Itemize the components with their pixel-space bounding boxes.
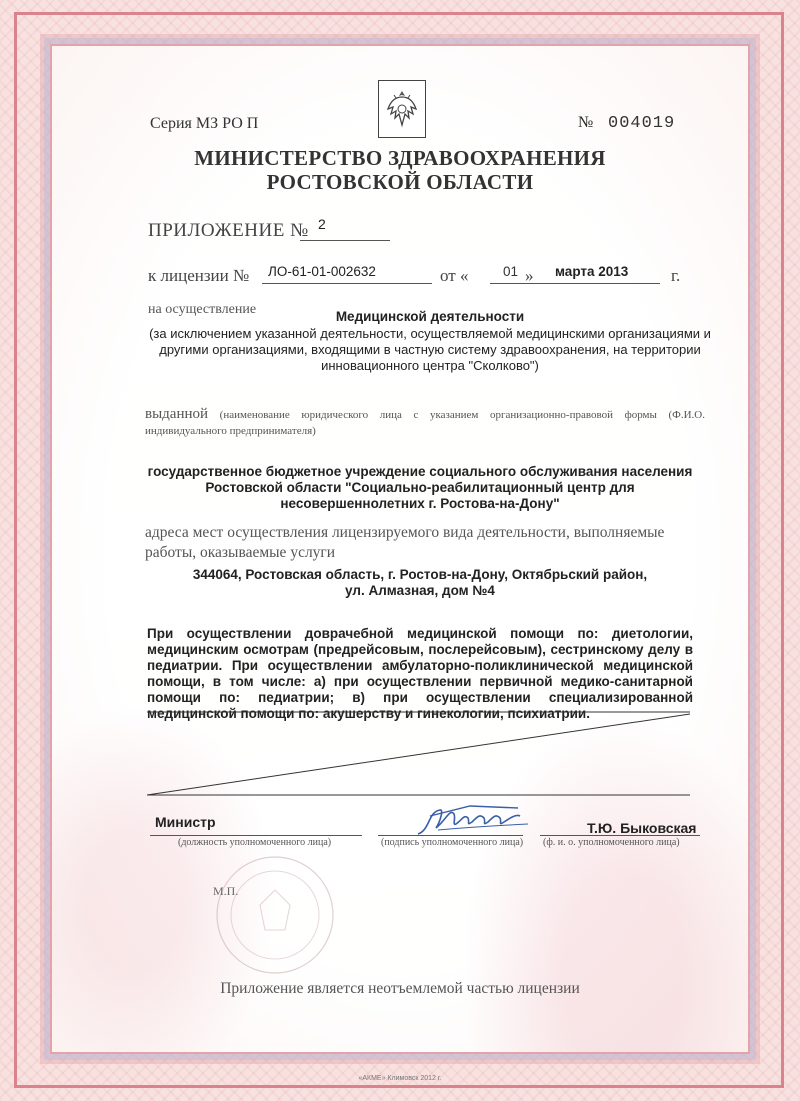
appendix-label: ПРИЛОЖЕНИЕ №: [148, 220, 309, 241]
position-line: [150, 835, 362, 836]
license-year-suffix: г.: [671, 266, 681, 285]
position-caption: (должность уполномоченного лица): [178, 837, 332, 848]
name-caption: (ф. и. о. уполномоченного лица): [543, 837, 680, 848]
signer-name: Т.Ю. Быковская: [587, 820, 697, 836]
form-number: 004019: [608, 114, 676, 133]
address-line1: 344064, Ростовская область, г. Ростов-на-Дону, Октябрьский район,: [192, 567, 648, 582]
signature-line: [378, 835, 523, 836]
address-label: адреса мест осуществления лицензируемого вида деятельности, выполняемые работы, оказываемые услуги: [145, 524, 665, 561]
signer-position: Министр: [155, 814, 216, 830]
license-month-year: марта 2013: [555, 264, 629, 279]
license-label: к лицензии №: [148, 266, 250, 285]
issued-label: выданной: [145, 406, 209, 422]
license-day-close: »: [525, 266, 534, 285]
address-line2: ул. Алмазная, дом №4: [345, 583, 495, 598]
ministry-title-line2: РОСТОВСКОЙ ОБЛАСТИ: [266, 170, 534, 194]
appendix-number: 2: [318, 216, 326, 232]
number-label: №: [578, 114, 594, 131]
ministry-title-line1: МИНИСТЕРСТВО ЗДРАВООХРАНЕНИЯ: [194, 146, 606, 170]
organization-name: государственное бюджетное учреждение социального обслуживания населения Ростовской области "Социально-реабилитационный центр для несовершеннолетних г. Ростова-на-Дону": [147, 464, 693, 511]
license-day: 01: [503, 264, 519, 279]
activity-label: на осуществление: [148, 302, 257, 317]
issued-hint: (наименование юридического лица с указанием организационно-правовой формы (Ф.И.О. индивидуального предпринимателя): [145, 409, 706, 437]
name-line: [540, 835, 700, 836]
print-note: «АКМЕ» Климовск 2012 г.: [358, 1075, 442, 1082]
signature-caption: (подпись уполномоченного лица): [381, 837, 524, 848]
stamp-label: М.П.: [213, 884, 239, 898]
license-number: ЛО-61-01-002632: [268, 264, 376, 279]
official-stamp: [200, 850, 350, 980]
series-label: Серия МЗ РО П: [150, 115, 259, 132]
activity-description: (за исключением указанной деятельности, осуществляемой медицинскими организациями и другими организациями, входящими в частную систему здравоохранения, на территории инновационного центра "Сколково"): [149, 326, 711, 373]
footer-note: Приложение является неотъемлемой частью лицензии: [220, 980, 580, 997]
activity-title: Медицинской деятельности: [335, 309, 525, 324]
services-text: При осуществлении доврачебной медицинской помощи по: диетологии, медицинским осмотрам (предрейсовым, послерейсовым), сестринскому делу в педиатрии. При осуществлении амбулаторно-поликлинической медицинской помощи, в том числе: а) при осуществлении первичной медико-санитарной помощи по: педиатрии; в) при осуществлении специализированной медицинской помощи по: акушерству и гинекологии, психиатрии.: [147, 626, 693, 721]
license-date-prefix: от «: [440, 266, 469, 285]
